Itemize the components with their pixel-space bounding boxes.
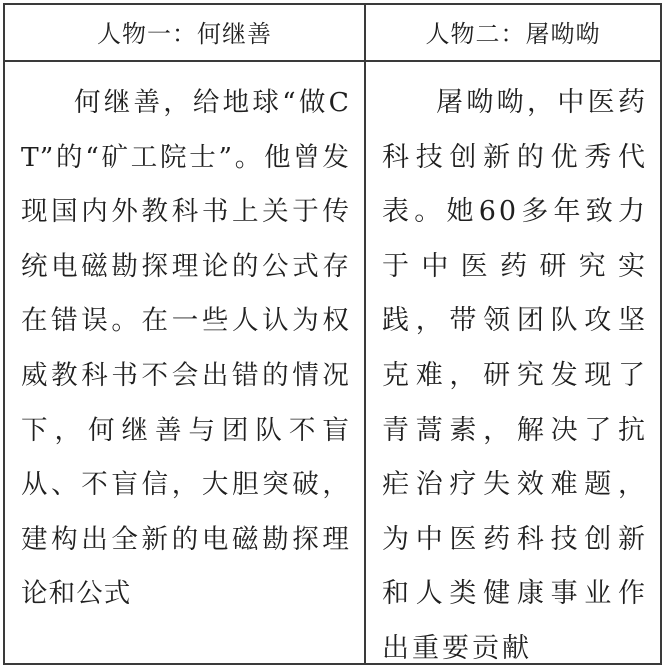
header-person-two: 人物二：屠呦呦 bbox=[366, 5, 660, 62]
header-person-one: 人物一：何继善 bbox=[5, 5, 366, 62]
comparison-table bbox=[3, 3, 662, 665]
person-one-description: 何继善，给地球“做CT”的“矿工院士”。他曾发现国内外教科书上关于传统电磁勘探理论的公式存在错误。在一些人认为权威教科书不会出错的情况下，何继善与团队不盲从、不盲信，大胆突破，建构出全新的电磁勘探理论和公式 bbox=[21, 87, 350, 610]
cell-person-one bbox=[5, 62, 366, 663]
person-two-description: 屠呦呦，中医药科技创新的优秀代表。她60多年致力于中医药研究实践，带领团队攻坚克难，研究发现了青蒿素，解决了抗疟治疗失效难题，为中医药科技创新和人类健康事业作出重要贡献 bbox=[382, 87, 648, 663]
cell-person-two bbox=[366, 62, 660, 663]
